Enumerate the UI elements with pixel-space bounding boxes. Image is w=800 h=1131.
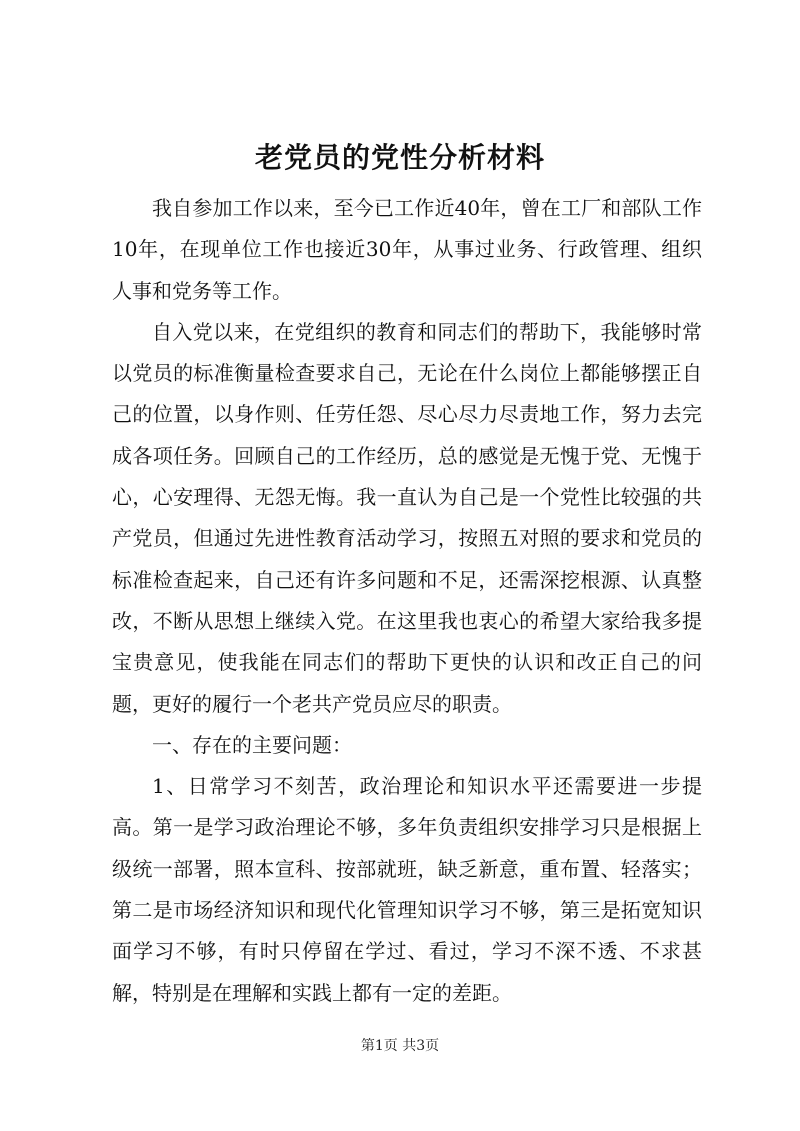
section-heading-main-problems: 一、存在的主要问题：: [152, 732, 352, 757]
paragraph-self-assessment: 自入党以来，在党组织的教育和同志们的帮助下，我能够时常以党员的标准衡量检查要求自己，无论在什么岗位上都能够摆正自己的位置，以身作则、任劳任怨、尽心尽力尽责地工作，努力去完成各项任务。回顾自己的工作经历，总的感觉是无愧于党、无愧于心，心安理得、无怨无悔。我一直认为自己是一个党性比较强的共产党员，但通过先进性教育活动学习，按照五对照的要求和党员的标准检查起来，自己还有许多问题和不足，还需深挖根源、认真整改，不断从思想上继续入党。在这里我也衷心的希望大家给我多提宝贵意见，使我能在同志们的帮助下更快的认识和改正自己的问题，更好的履行一个老共产党员应尽的职责。: [112, 319, 702, 716]
document-body: [112, 188, 702, 1014]
page-number-footer: 第1页 共3页: [360, 1038, 440, 1054]
paragraph-problem-1: 1、日常学习不刻苦，政治理论和知识水平还需要进一步提高。第一是学习政治理论不够，多年负责组织安排学习只是根据上级统一部署，照本宣科、按部就班，缺乏新意，重布置、轻落实；第二是市场经济知识和现代化管理知识学习不够，第三是拓宽知识面学习不够，有时只停留在学过、看过，学习不深不透、不求甚解，特别是在理解和实践上都有一定的差距。: [112, 774, 702, 1005]
paragraph-intro: 我自参加工作以来，至今已工作近40年，曾在工厂和部队工作10年，在现单位工作也接近30年，从事过业务、行政管理、组织人事和党务等工作。: [112, 196, 702, 303]
document-title: 老党员的党性分析材料: [254, 141, 545, 174]
